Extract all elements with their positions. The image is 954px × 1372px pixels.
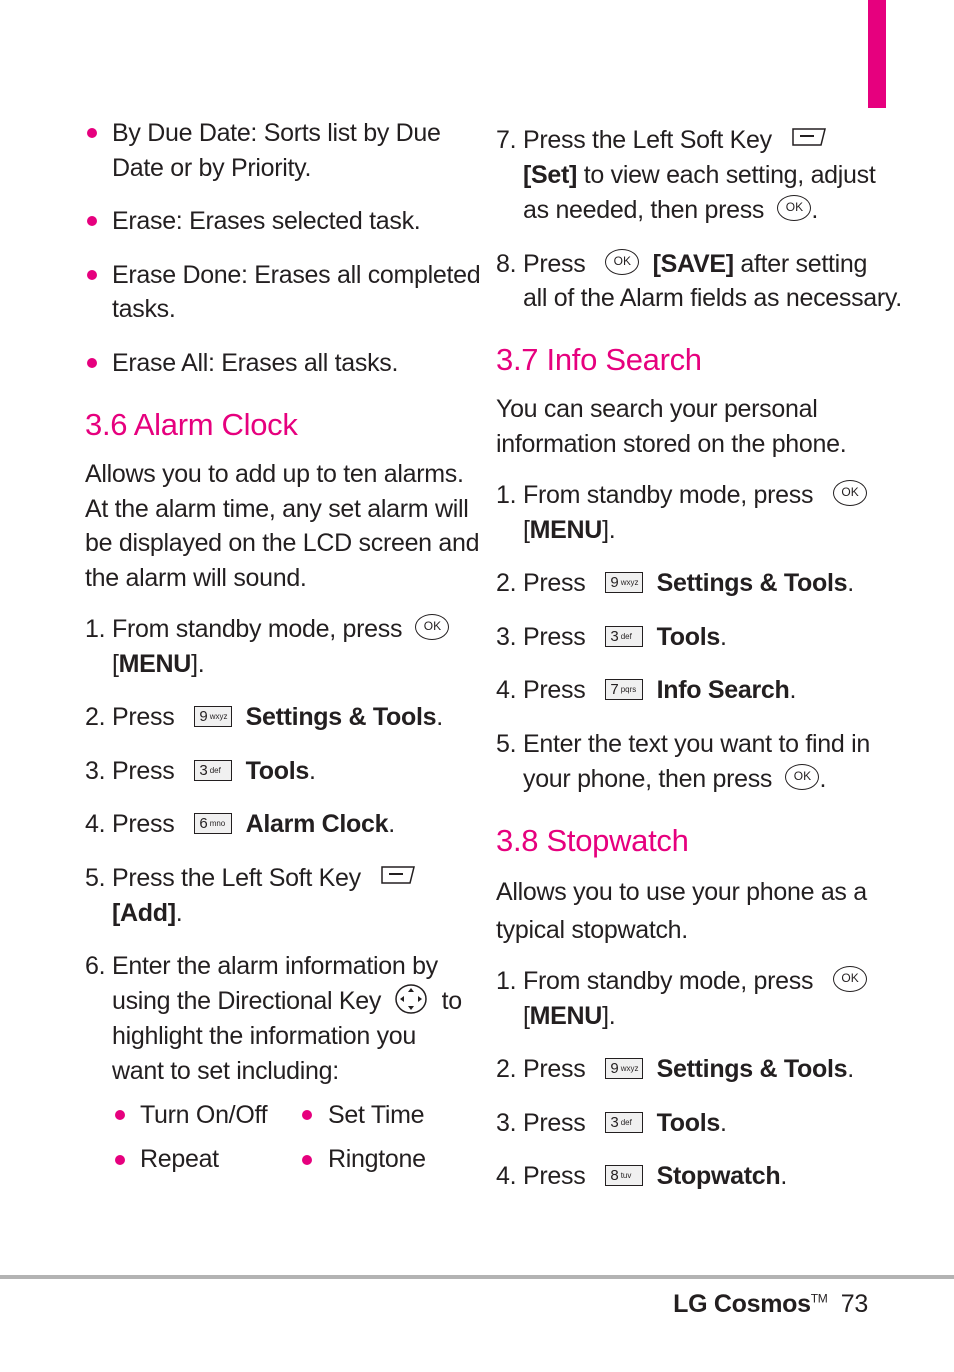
bullet-dot xyxy=(87,128,97,138)
left-soft-key-icon xyxy=(792,128,826,146)
step-number: 3. xyxy=(85,757,106,785)
step-number: 4. xyxy=(496,1162,517,1190)
step-text: using the Directional Key to xyxy=(112,984,462,1019)
step-number: 1. xyxy=(85,615,106,643)
step-number: 2. xyxy=(496,569,517,597)
section-title-stopwatch: 3.8 Stopwatch xyxy=(496,823,689,858)
key-3-icon: 3 $^{def}$ xyxy=(605,626,643,647)
step-text: Press 7 $^{pqrs}$ Info Search. xyxy=(523,676,797,704)
step-text: [MENU]. xyxy=(112,650,205,678)
step-number: 1. xyxy=(496,481,517,509)
step-text: Press OK [SAVE] after setting xyxy=(523,250,868,278)
key-8-icon: 8 $^{tuv}$ xyxy=(605,1165,643,1186)
step-number: 1. xyxy=(496,967,517,995)
key-9-icon: 9 $^{wxyz}$ xyxy=(605,572,643,593)
section-title-info-search: 3.7 Info Search xyxy=(496,342,702,377)
step-text: Enter the alarm information by xyxy=(112,952,438,980)
option-item: Repeat xyxy=(140,1145,219,1173)
step-text: Press 3 $^{def}$ Tools. xyxy=(112,757,316,785)
step-text: Press 3 $^{def}$ Tools. xyxy=(523,1109,727,1137)
intro-text: Allows you to use your phone as a xyxy=(496,878,867,906)
bullet-dot xyxy=(87,270,97,280)
footer-brand: LG Cosmos xyxy=(673,1290,811,1318)
step-number: 4. xyxy=(85,810,106,838)
step-number: 8. xyxy=(496,250,517,278)
step-text: From standby mode, press OK xyxy=(112,612,449,647)
step-text: [Add]. xyxy=(112,899,183,927)
step-number: 6. xyxy=(85,952,106,980)
step-text: Press 8 $^{tuv}$ Stopwatch. xyxy=(523,1162,787,1190)
intro-text: information stored on the phone. xyxy=(496,430,847,458)
step-text: Press 3 $^{def}$ Tools. xyxy=(523,623,727,651)
ok-key-icon: OK xyxy=(833,480,867,506)
step-text: as needed, then press OK . xyxy=(523,196,819,224)
key-9-icon: 9 $^{wxyz}$ xyxy=(194,706,232,727)
bullet-dot xyxy=(302,1110,312,1120)
intro-text: the alarm will sound. xyxy=(85,564,307,592)
key-3-icon: 3 $^{def}$ xyxy=(194,760,232,781)
step-text: From standby mode, press OK xyxy=(523,964,867,999)
footer-rule xyxy=(0,1275,954,1279)
key-6-icon: 6 $^{mno}$ xyxy=(194,813,232,834)
key-9-icon: 9 $^{wxyz}$ xyxy=(605,1058,643,1079)
ok-key-icon: OK xyxy=(777,195,811,221)
step-text: From standby mode, press OK xyxy=(523,478,867,513)
step-number: 2. xyxy=(496,1055,517,1083)
step-text: your phone, then press OK . xyxy=(523,765,827,793)
bullet-text: Erase Done: Erases all completed xyxy=(112,261,481,289)
bullet-text: Erase All: Erases all tasks. xyxy=(112,349,399,377)
step-number: 3. xyxy=(496,623,517,651)
bullet-text: tasks. xyxy=(112,295,176,323)
step-text: [MENU]. xyxy=(523,516,616,544)
bullet-dot xyxy=(87,216,97,226)
ok-key-icon: OK xyxy=(605,249,639,275)
step-text: Press 9 $^{wxyz}$ Settings & Tools. xyxy=(112,703,443,731)
chapter-tab xyxy=(868,0,886,108)
trademark: TM xyxy=(810,1291,828,1306)
step-text: highlight the information you xyxy=(112,1022,416,1050)
bullet-text: Date or by Priority. xyxy=(112,154,312,182)
step-number: 5. xyxy=(496,730,517,758)
intro-text: typical stopwatch. xyxy=(496,916,688,944)
step-text: all of the Alarm fields as necessary. xyxy=(523,284,902,312)
directional-key-icon xyxy=(394,983,428,1015)
step-number: 7. xyxy=(496,126,517,154)
key-3-icon: 3 $^{def}$ xyxy=(605,1112,643,1133)
intro-text: Allows you to add up to ten alarms. xyxy=(85,460,464,488)
page-number: 73 xyxy=(840,1290,868,1318)
step-number: 3. xyxy=(496,1109,517,1137)
option-item: Turn On/Off xyxy=(140,1101,268,1129)
step-number: 2. xyxy=(85,703,106,731)
bullet-dot xyxy=(87,358,97,368)
step-text: Enter the text you want to find in xyxy=(523,730,870,758)
option-item: Ringtone xyxy=(328,1145,426,1173)
step-number: 4. xyxy=(496,676,517,704)
step-text: Press 9 $^{wxyz}$ Settings & Tools. xyxy=(523,1055,854,1083)
bullet-dot xyxy=(115,1155,125,1165)
intro-text: At the alarm time, any set alarm will xyxy=(85,495,469,523)
bullet-text: Erase: Erases selected task. xyxy=(112,207,421,235)
page-footer xyxy=(673,1290,868,1319)
option-item: Set Time xyxy=(328,1101,425,1129)
ok-key-icon: OK xyxy=(833,966,867,992)
bullet-dot xyxy=(302,1155,312,1165)
step-text: Press 9 $^{wxyz}$ Settings & Tools. xyxy=(523,569,854,597)
key-7-icon: 7 $^{pqrs}$ xyxy=(605,679,643,700)
bullet-dot xyxy=(115,1110,125,1120)
step-text: Press the Left Soft Key xyxy=(523,123,826,158)
step-text: [MENU]. xyxy=(523,1002,616,1030)
ok-key-icon: OK xyxy=(785,764,819,790)
section-title-alarm-clock: 3.6 Alarm Clock xyxy=(85,407,298,442)
step-number: 5. xyxy=(85,864,106,892)
intro-text: be displayed on the LCD screen and xyxy=(85,529,480,557)
step-text: want to set including: xyxy=(112,1057,339,1085)
step-text: [Set] to view each setting, adjust xyxy=(523,161,876,189)
step-text: Press 6 $^{mno}$ Alarm Clock. xyxy=(112,810,395,838)
intro-text: You can search your personal xyxy=(496,395,818,423)
ok-key-icon: OK xyxy=(415,614,449,640)
bullet-text: By Due Date: Sorts list by Due xyxy=(112,119,441,147)
step-text: Press the Left Soft Key xyxy=(112,861,415,896)
left-soft-key-icon xyxy=(381,866,415,884)
